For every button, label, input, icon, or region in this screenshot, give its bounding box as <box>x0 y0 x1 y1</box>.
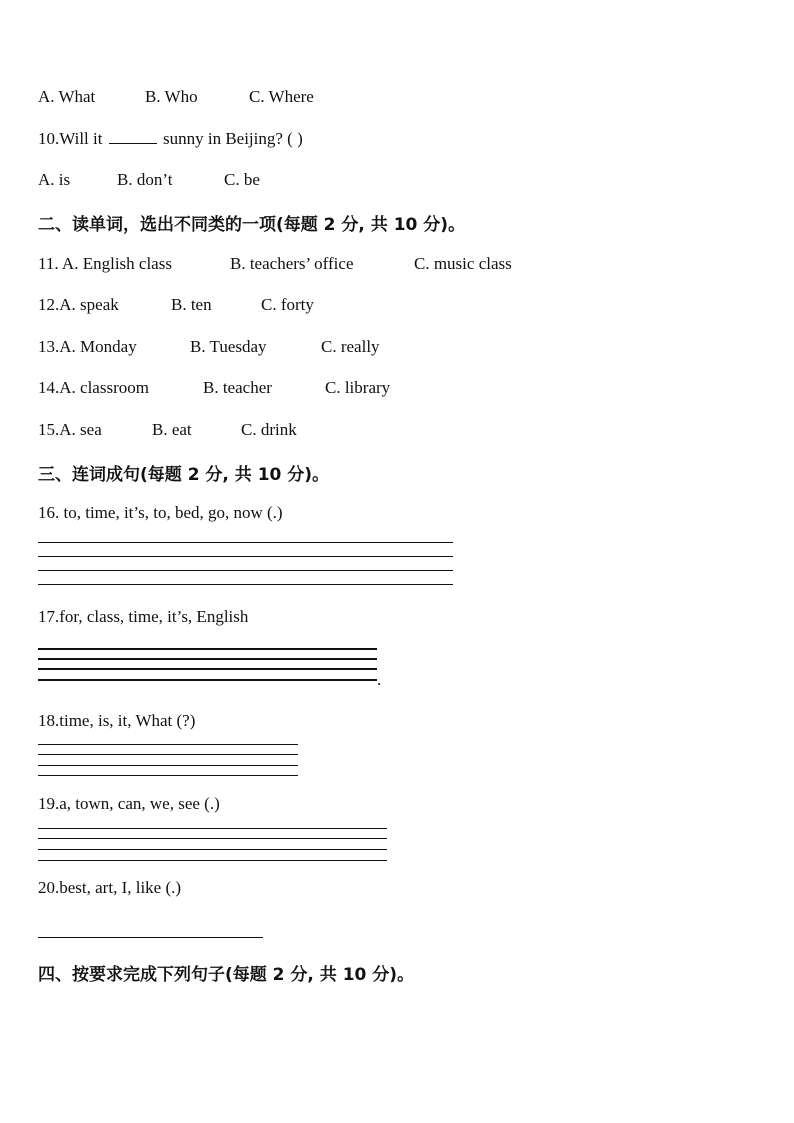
q13-option-a: 13.A. Monday <box>38 337 137 356</box>
q9-options-row <box>38 87 438 107</box>
q15-option-a: 15.A. sea <box>38 420 102 439</box>
q18-answer-line[interactable] <box>38 765 298 766</box>
q10-option-b: B. don’t <box>117 170 173 189</box>
q11-option-a: 11. A. English class <box>38 254 172 273</box>
q15-option-b: B. eat <box>152 420 192 439</box>
q19-answer-line[interactable] <box>38 828 387 829</box>
question-15 <box>38 420 438 440</box>
q16-answer-line[interactable] <box>38 584 453 585</box>
q18-answer-line[interactable] <box>38 775 298 776</box>
q14-option-a: 14.A. classroom <box>38 378 149 397</box>
question-14 <box>38 378 458 398</box>
q17-answer-line[interactable] <box>38 668 377 670</box>
question-13 <box>38 337 458 357</box>
q19-answer-line[interactable] <box>38 849 387 850</box>
q12-option-c: C. forty <box>261 295 314 314</box>
q11-option-b: B. teachers’ office <box>230 254 354 273</box>
q20-answer-line[interactable] <box>38 937 263 938</box>
q16-answer-line[interactable] <box>38 570 453 571</box>
section-2-heading: 二、读单词，选出不同类的一项(每题 2 分, 共 10 分)。 <box>38 215 466 235</box>
q19-answer-line[interactable] <box>38 860 387 861</box>
q19-answer-line[interactable] <box>38 838 387 839</box>
q13-option-b: B. Tuesday <box>190 337 267 356</box>
q18-answer-line[interactable] <box>38 744 298 745</box>
q15-option-c: C. drink <box>241 420 297 439</box>
q17-answer-line[interactable] <box>38 648 377 650</box>
q9-option-a: A. What <box>38 87 96 106</box>
q10-option-c: C. be <box>224 170 260 189</box>
q17-period: . <box>377 670 382 689</box>
q16-answer-line[interactable] <box>38 556 453 557</box>
q13-option-c: C. really <box>321 337 380 356</box>
section-3-heading: 三、连词成句(每题 2 分, 共 10 分)。 <box>38 465 330 485</box>
q10-option-a: A. is <box>38 170 71 189</box>
q9-option-c: C. Where <box>249 87 314 106</box>
q12-option-a: 12.A. speak <box>38 295 119 314</box>
q12-option-b: B. ten <box>171 295 212 314</box>
question-12 <box>38 295 438 315</box>
question-20: 20.best, art, I, like (.) <box>38 878 182 897</box>
q10-suffix: sunny in Beijing? ( ) <box>162 129 303 148</box>
q17-answer-line[interactable] <box>38 658 377 660</box>
q10-prefix: 10.Will it <box>38 129 103 148</box>
q10-options-row <box>38 170 438 190</box>
q16-answer-line[interactable] <box>38 542 453 543</box>
question-11 <box>38 254 598 274</box>
q9-option-b: B. Who <box>145 87 198 106</box>
q17-answer-line[interactable] <box>38 679 377 681</box>
q10-answer-blank[interactable] <box>109 129 157 144</box>
q11-option-c: C. music class <box>414 254 512 273</box>
question-16: 16. to, time, it’s, to, bed, go, now (.) <box>38 503 283 522</box>
q14-option-b: B. teacher <box>203 378 272 397</box>
q18-answer-line[interactable] <box>38 754 298 755</box>
question-19: 19.a, town, can, we, see (.) <box>38 794 220 813</box>
q14-option-c: C. library <box>325 378 391 397</box>
question-18: 18.time, is, it, What (?) <box>38 711 196 730</box>
question-17: 17.for, class, time, it’s, English <box>38 607 249 626</box>
section-4-heading: 四、按要求完成下列句子(每题 2 分, 共 10 分)。 <box>38 965 415 985</box>
question-10 <box>38 129 303 149</box>
